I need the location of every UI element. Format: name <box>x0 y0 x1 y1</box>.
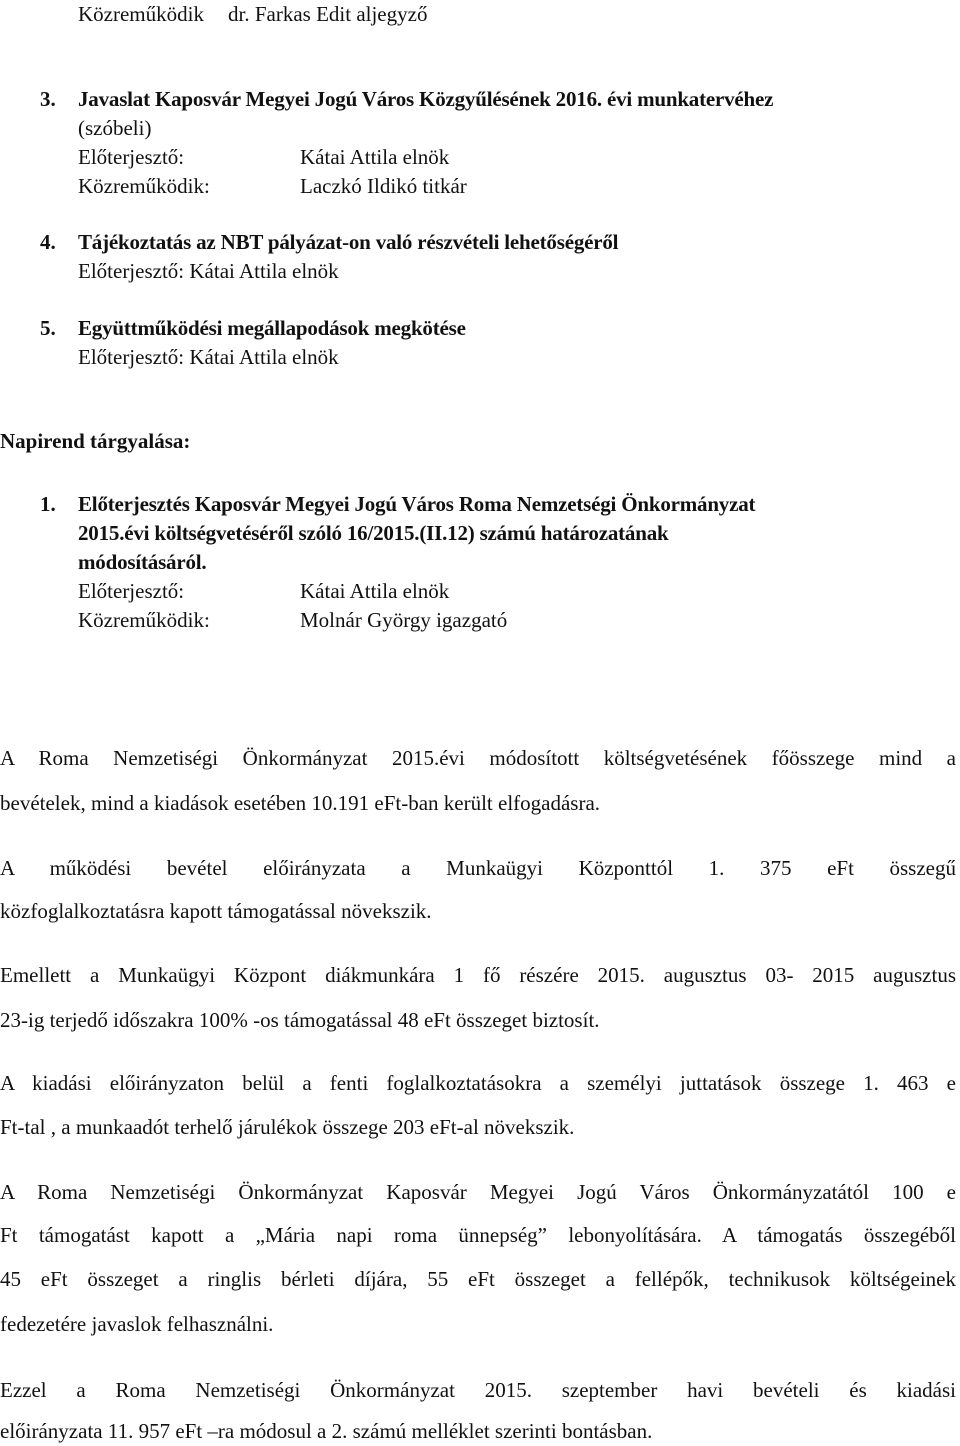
discussion-eloterjeszto-value: Kátai Attila elnök <box>300 579 450 603</box>
header-kozremukodik-value: dr. Farkas Edit aljegyző <box>228 2 428 26</box>
agenda-item-4-number: 4. <box>40 230 56 254</box>
paragraph-4-line-1: A kiadási előirányzaton belül a fenti foglalkoztatásokra a személyi juttatások összege 1. 463 e <box>0 1071 956 1095</box>
agenda-item-3-eloterjeszto-label: Előterjesztő: <box>78 145 185 169</box>
paragraph-1-line-1: A Roma Nemzetiségi Önkormányzat 2015.évi módosított költségvetésének főösszege mind a <box>0 746 956 770</box>
discussion-kozremukodik-label: Közreműködik: <box>78 608 210 632</box>
agenda-item-3-title-cont: (szóbeli) <box>78 116 152 140</box>
paragraph-5-line-2: Ft támogatást kapott a „Mária napi roma ünnepség” lebonyolítására. A támogatás összegéből <box>0 1223 956 1247</box>
discussion-item-title-line3: módosításáról. <box>78 550 207 574</box>
paragraph-1-line-2: bevételek, mind a kiadások esetében 10.191 eFt-ban került elfogadásra. <box>0 791 601 815</box>
paragraph-6-line-2: előirányzata 11. 957 eFt –ra módosul a 2. számú melléklet szerinti bontásban. <box>0 1419 653 1443</box>
paragraph-2-line-1: A működési bevétel előirányzata a Munkaügyi Központtól 1. 375 eFt összegű <box>0 856 956 880</box>
agenda-item-3-title: Javaslat Kaposvár Megyei Jogú Város Közgyűlésének 2016. évi munkatervéhez <box>78 87 774 111</box>
agenda-item-5-title: Együttműködési megállapodások megkötése <box>78 316 466 340</box>
section-heading: Napirend tárgyalása: <box>0 429 191 453</box>
discussion-item-title-line2: 2015.évi költségvetéséről szóló 16/2015.(II.12) számú határozatának <box>78 521 669 545</box>
header-kozremukodik-label: Közreműködik <box>78 2 204 26</box>
paragraph-5-line-1: A Roma Nemzetiségi Önkormányzat Kaposvár Megyei Jogú Város Önkormányzatától 100 e <box>0 1180 956 1204</box>
discussion-kozremukodik-value: Molnár György igazgató <box>300 608 508 632</box>
agenda-item-4-eloterjeszto: Előterjesztő: Kátai Attila elnök <box>78 259 339 283</box>
agenda-item-5-eloterjeszto: Előterjesztő: Kátai Attila elnök <box>78 345 339 369</box>
paragraph-6-line-1: Ezzel a Roma Nemzetiségi Önkormányzat 2015. szeptember havi bevételi és kiadási <box>0 1378 956 1402</box>
paragraph-3-line-2: 23-ig terjedő időszakra 100% -os támogatással 48 eFt összeget biztosít. <box>0 1008 600 1032</box>
paragraph-5-line-3: 45 eFt összeget a ringlis bérleti díjára, 55 eFt összeget a fellépők, technikusok költségeinek <box>0 1267 956 1291</box>
agenda-item-3-eloterjeszto-value: Kátai Attila elnök <box>300 145 450 169</box>
paragraph-5-line-4: fedezetére javaslok felhasználni. <box>0 1312 274 1336</box>
agenda-item-5-number: 5. <box>40 316 56 340</box>
paragraph-4-line-2: Ft-tal , a munkaadót terhelő járulékok összege 203 eFt-al növekszik. <box>0 1115 575 1139</box>
agenda-item-4-title: Tájékoztatás az NBT pályázat-on való részvételi lehetőségéről <box>78 230 619 254</box>
discussion-eloterjeszto-label: Előterjesztő: <box>78 579 185 603</box>
discussion-item-title-line1: Előterjesztés Kaposvár Megyei Jogú Város Roma Nemzetségi Önkormányzat <box>78 492 756 516</box>
agenda-item-3-kozremukodik-label: Közreműködik: <box>78 174 210 198</box>
paragraph-2-line-2: közfoglalkoztatásra kapott támogatással növekszik. <box>0 899 432 923</box>
discussion-item-number: 1. <box>40 492 56 516</box>
agenda-item-3-kozremukodik-value: Laczkó Ildikó titkár <box>300 174 467 198</box>
paragraph-3-line-1: Emellett a Munkaügyi Központ diákmunkára 1 fő részére 2015. augusztus 03- 2015 augusztus <box>0 963 956 987</box>
agenda-item-3-number: 3. <box>40 87 56 111</box>
